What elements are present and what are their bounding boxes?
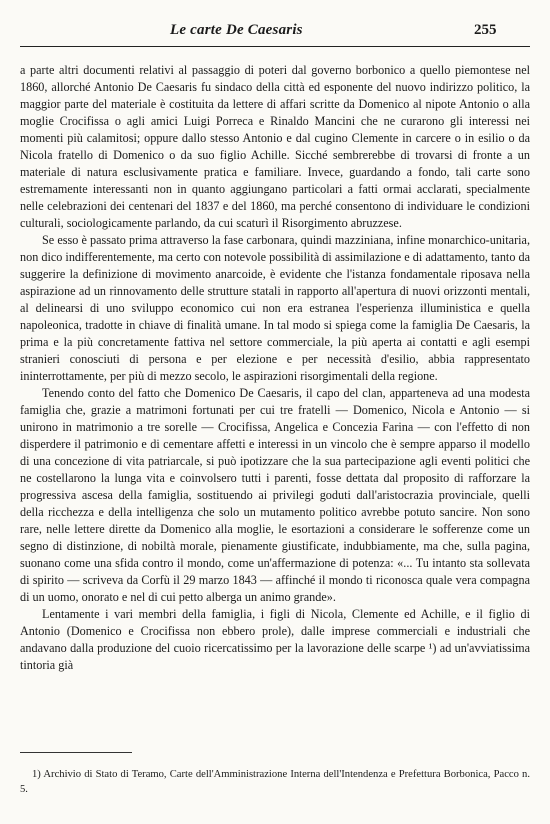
footnote (20, 767, 530, 797)
footnote-1: 1) Archivio di Stato di Teramo, Carte dell'Amministrazione Interna dell'Intendenza e Prefettura Borbonica, Pacco n. 5. (20, 769, 530, 795)
footnote-rule (20, 752, 132, 753)
paragraph-4: Lentamente i vari membri della famiglia, i figli di Nicola, Clemente ed Achille, e il figlio di Antonio (Domenico e Crocifissa non ebbero prole), dalle imprese commerciali e industriali che andavano dalla produzione del cuoio ricercatissimo per la lavorazione delle scarpe ¹) ad un'avviatissima tintoria già (20, 607, 530, 672)
paragraph-2: Se esso è passato prima attraverso la fase carbonara, quindi mazziniana, infine monarchico-unitaria, non dico indifferentemente, ma certo con notevole possibilità di assimilazione e di adattamento, tanto da suggerire la definizione di movimento anarcoide, è evidente che l'istanza fondamentale riposava nella aspirazione ad un rinnovamento delle strutture statali in rapporto all'apertura di nuovi orizzonti mentali, al delinearsi di uno sviluppo economico cui non era estranea l'esperienza illuministica e quella napoleonica, tradotte in chiave di finalità umane. In tal modo si spiega come la famiglia De Caesaris, la prima e la più concretamente fattiva nel settore commerciale, la più aperta ai contatti e agli esempi stranieri conosciuti di persona e per elezione e per necessità d'esilio, abbia rappresentato ininterrottamente, per più di mezzo secolo, le aspirazioni risorgimentali della regione. (20, 233, 530, 383)
page-number: 255 (474, 22, 497, 38)
paragraph-3: Tenendo conto del fatto che Domenico De Caesaris, il capo del clan, apparteneva ad una modesta famiglia che, grazie a matrimoni fortunati per cui tre fratelli — Domenico, Nicola e Antonio — si unirono in matrimonio a tre sorelle — Crocifissa, Angelica e Concezia Farina — con l'effetto di non disperdere il patrimonio e di cementare affetti e interessi in un vincolo che è sempre apparso il modello di una concezione di vita patriarcale, si può ipotizzare che la sua partecipazione agli eventi politici che ne costellarono la lunga vita e coinvolsero tutti i parenti, fosse dettata dal proposito di rafforzare la progressiva ascesa della famiglia, sostituendo ai privilegi goduti dall'aristocrazia provinciale, quelli della ricchezza e della intelligenza che solo un mutamento politico avrebbe potuto sancire. Non sono rare, nelle lettere dirette da Domenico alla moglie, le esortazioni a considerare le sofferenze come un segno di distinzione, di nobiltà morale, pienamente giustificate, indubbiamente, ma che, sulla pagina, suonano come una sfida contro il mondo, come un'affermazione di potenza: «... Tu intanto sta sollevata di spirito — scriveva da Corfù il 29 marzo 1843 — affinché il mondo ti riconosca quale vera compagna di un uomo, onorato e nel di cui petto alberga un animo grande». (20, 386, 530, 604)
paragraph-1: a parte altri documenti relativi al passaggio di poteri dal governo borbonico a quello piemontese nel 1860, allorché Antonio De Caesaris fu sindaco della città ed esponente del nuovo indirizzo politico, la maggior parte del materiale è costituita da lettere di affari scritte da Domenico al nipote Antonio o alla moglie Crocifissa o agli amici Luigi Porreca e Rinaldo Mancini che ne curarono gli interessi nei momenti più calamitosi; oppure dallo stesso Antonio e dal cugino Clemente in carcere o in esilio o da Nicola fratello di Domenico o da suo figlio Achille. Sicché sembrerebbe di trovarsi di fronte a un materiale di natura esclusivamente pratica e familiare. Invece, guardando a fondo, tali carte sono estremamente interessanti non in quanto aggiungano particolari a fatti ormai acclarati, specialmente nelle celebrazioni dei centenari del 1837 e del 1860, ma perché consentono di individuare le condizioni culturali, sociologicamente parlando, da cui scaturì il Risorgimento abruzzese. (20, 63, 530, 230)
header-rule (20, 46, 530, 47)
body-text (20, 62, 530, 674)
running-title: Le carte De Caesaris (170, 22, 303, 38)
page-header (0, 22, 550, 52)
